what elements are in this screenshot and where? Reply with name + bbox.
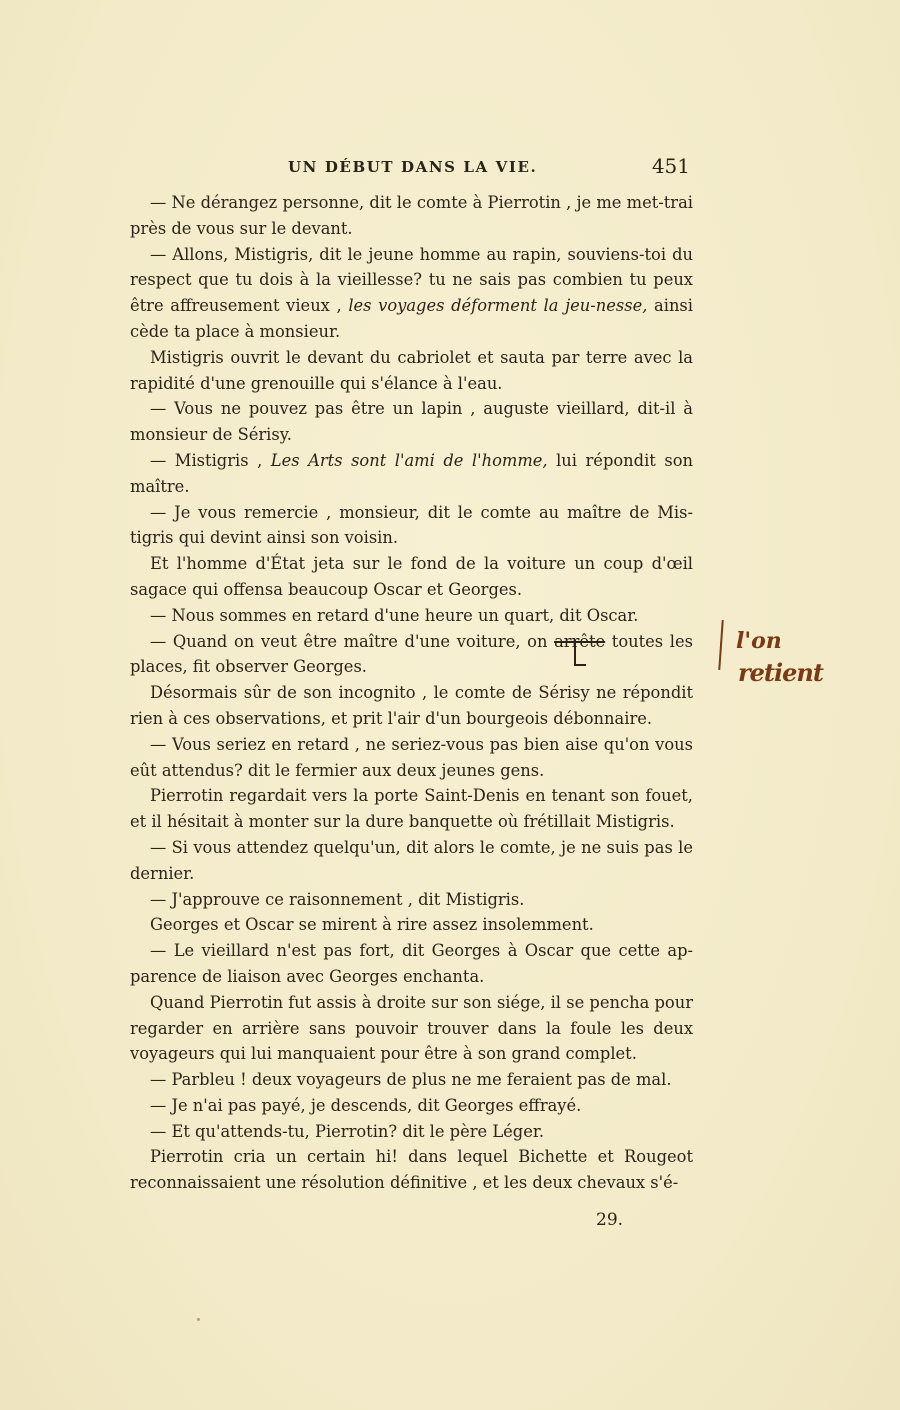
paragraph: — Vous seriez en retard , ne seriez-vous pas bien aise qu'on vous eût attendus? dit le fermier aux deux jeunes gens. [130,734,693,780]
page-number: 451 [651,154,690,178]
paragraph: — Si vous attendez quelqu'un, dit alors le comte, je ne suis pas le dernier. [130,837,693,883]
paragraph: Pierrotin regardait vers la porte Saint-Denis en tenant son fouet, et il hésitait à monter sur la dure banquette où frétillait Mistigris. [130,786,693,832]
paragraph: Et l'homme d'État jeta sur le fond de la voiture un coup d'œil sagace qui offensa beaucoup Oscar et Georges. [130,554,693,599]
paragraph: — Nous sommes en retard d'une heure un quart, dit Oscar. [150,605,639,625]
paragraph: Mistigris ouvrit le devant du cabriolet et sauta par terre avec la rapidité d'une grenouille qui s'élance à l'eau. [130,347,693,393]
paragraph: — J'approuve ce raisonnement , dit Mistigris. [150,889,525,909]
insertion-caret-mark [574,640,586,666]
correction-bracket-mark [718,620,723,670]
signature-mark: 29. [596,1210,624,1230]
handwritten-margin-correction [712,620,872,695]
paragraph: — Mistigris , Les Arts sont l'ami de l'homme, lui répondit son maître. [130,450,693,496]
paragraph: — Je n'ai pas payé, je descends, dit Georges effrayé. [150,1095,582,1115]
paragraph: Pierrotin cria un certain hi! dans lequel Bichette et Rougeot reconnaissaient une résolution définitive , et les deux chevaux s'é- [130,1147,693,1193]
paragraph: — Quand on veut être maître d'une voiture, on arrête toutes les places, fit observer Georges. [130,631,693,677]
paragraph: Quand Pierrotin fut assis à droite sur son siége, il se pencha pour regarder en arrière sans pouvoir trouver dans la foule les deux voyageurs qui lui manquaient pour être à son grand complet. [130,992,693,1064]
paper-speck [197,1318,200,1321]
paragraph: — Allons, Mistigris, dit le jeune homme au rapin, souviens-toi du respect que tu dois à la vieillesse? tu ne sais pas combien tu peux être affreusement vieux , les voyages déforment la jeu-nesse, ainsi cède ta place à monsieur. [130,244,693,341]
paragraph: Georges et Oscar se mirent à rire assez insolemment. [150,915,594,935]
paragraph: — Ne dérangez personne, dit le comte à Pierrotin , je me met-trai près de vous sur le devant. [130,193,693,238]
paragraph: — Et qu'attends-tu, Pierrotin? dit le père Léger. [150,1121,545,1141]
correction-line-1: l'on [736,628,782,654]
page-header [130,154,690,186]
paragraph: — Parbleu ! deux voyageurs de plus ne me feraient pas de mal. [150,1070,672,1090]
body-text [130,190,693,1196]
paragraph: — Vous ne pouvez pas être un lapin , auguste vieillard, dit-il à monsieur de Sérisy. [130,399,693,445]
paragraph: — Je vous remercie , monsieur, dit le comte au maître de Mis-tigris qui devint ainsi son voisin. [130,502,693,548]
paragraph: Désormais sûr de son incognito , le comte de Sérisy ne répondit rien à ces observations, et prit l'air d'un bourgeois débonnaire. [130,683,693,728]
paragraph: — Le vieillard n'est pas fort, dit Georges à Oscar que cette ap-parence de liaison avec Georges enchanta. [130,941,693,986]
running-title: UN DÉBUT DANS LA VIE. [288,158,538,176]
correction-line-2: retient [738,658,823,687]
